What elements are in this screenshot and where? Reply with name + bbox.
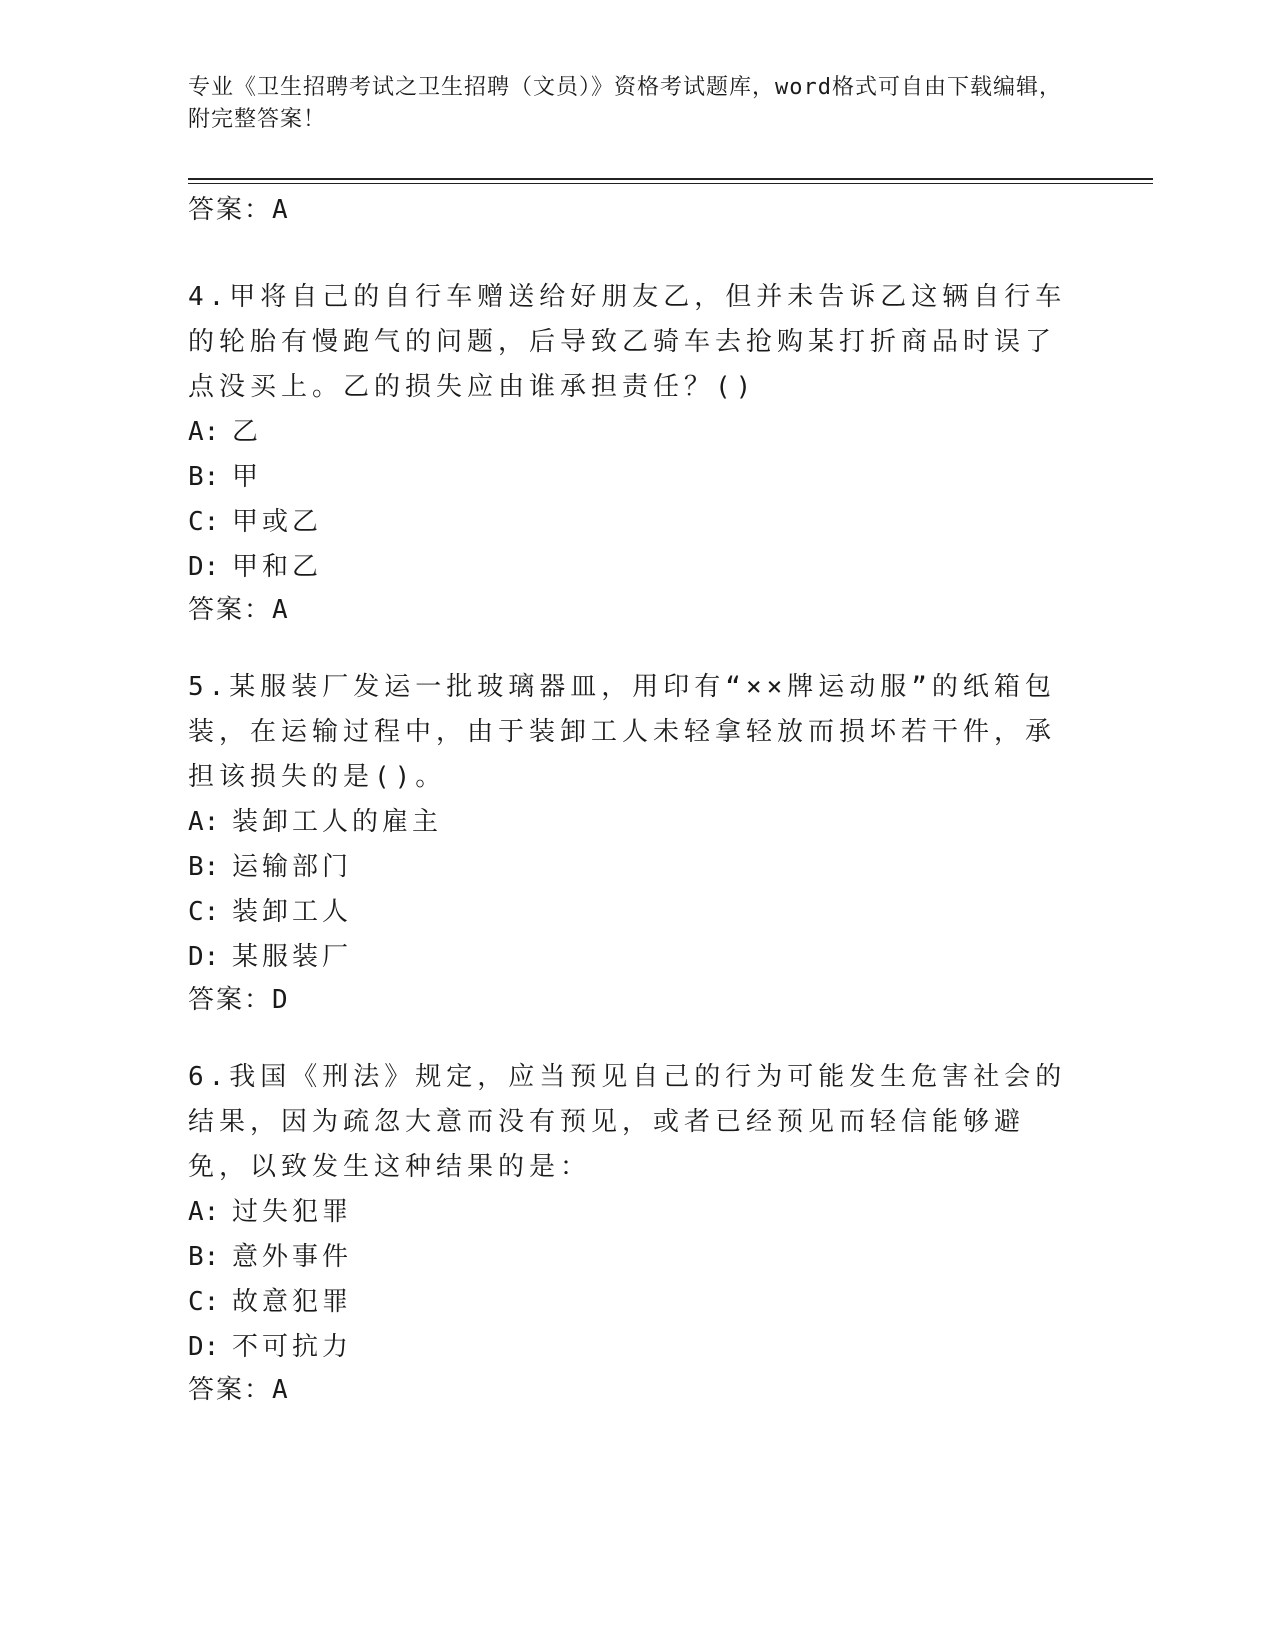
option-text: 甲 xyxy=(232,462,263,492)
option-text: 乙 xyxy=(232,417,263,447)
option-a xyxy=(188,800,1068,845)
option-label: B: xyxy=(188,1242,220,1272)
option-label: B: xyxy=(188,462,220,492)
option-d xyxy=(188,1325,1068,1370)
question-5 xyxy=(188,665,1068,1020)
answer-line: 答案：D xyxy=(188,985,290,1015)
option-text: 不可抗力 xyxy=(232,1332,353,1362)
answer-line: 答案：A xyxy=(188,195,290,225)
option-label: A: xyxy=(188,417,220,447)
option-label: D: xyxy=(188,1332,220,1362)
option-c xyxy=(188,500,1068,545)
option-b xyxy=(188,845,1068,890)
option-text: 某服装厂 xyxy=(232,942,353,972)
option-label: D: xyxy=(188,552,220,582)
question-6 xyxy=(188,1055,1068,1410)
answer-line: 答案：A xyxy=(188,1375,290,1405)
question-stem: 6.我国《刑法》规定，应当预见自己的行为可能发生危害社会的结果，因为疏忽大意而没有预见，或者已经预见而轻信能够避免，以致发生这种结果的是： xyxy=(188,1062,1067,1182)
option-d xyxy=(188,545,1068,590)
header-rule-thick xyxy=(188,178,1153,180)
option-text: 装卸工人的雇主 xyxy=(232,807,443,837)
option-label: B: xyxy=(188,852,220,882)
option-text: 意外事件 xyxy=(232,1242,353,1272)
option-text: 运输部门 xyxy=(232,852,353,882)
option-a xyxy=(188,1190,1068,1235)
question-4 xyxy=(188,275,1068,630)
option-label: A: xyxy=(188,807,220,837)
header-rule-thin xyxy=(188,183,1153,184)
option-label: C: xyxy=(188,507,220,537)
option-label: C: xyxy=(188,897,220,927)
question-stem: 4.甲将自己的自行车赠送给好朋友乙，但并未告诉乙这辆自行车的轮胎有慢跑气的问题，后导致乙骑车去抢购某打折商品时误了点没买上。乙的损失应由谁承担责任？() xyxy=(188,282,1067,402)
document-header: 专业《卫生招聘考试之卫生招聘（文员）》资格考试题库，word格式可自由下载编辑，附完整答案！ xyxy=(188,75,1062,132)
option-c xyxy=(188,890,1068,935)
option-a xyxy=(188,410,1068,455)
option-label: D: xyxy=(188,942,220,972)
option-label: A: xyxy=(188,1197,220,1227)
question-stem: 5.某服装厂发运一批玻璃器皿，用印有“××牌运动服”的纸箱包装，在运输过程中，由于装卸工人未轻拿轻放而损坏若干件，承担该损失的是()。 xyxy=(188,672,1057,792)
option-text: 过失犯罪 xyxy=(232,1197,353,1227)
option-text: 甲或乙 xyxy=(232,507,323,537)
option-text: 装卸工人 xyxy=(232,897,353,927)
option-d xyxy=(188,935,1068,980)
option-b xyxy=(188,1235,1068,1280)
option-b xyxy=(188,455,1068,500)
option-label: C: xyxy=(188,1287,220,1317)
option-text: 故意犯罪 xyxy=(232,1287,353,1317)
option-text: 甲和乙 xyxy=(232,552,323,582)
option-c xyxy=(188,1280,1068,1325)
answer-line: 答案：A xyxy=(188,595,290,625)
